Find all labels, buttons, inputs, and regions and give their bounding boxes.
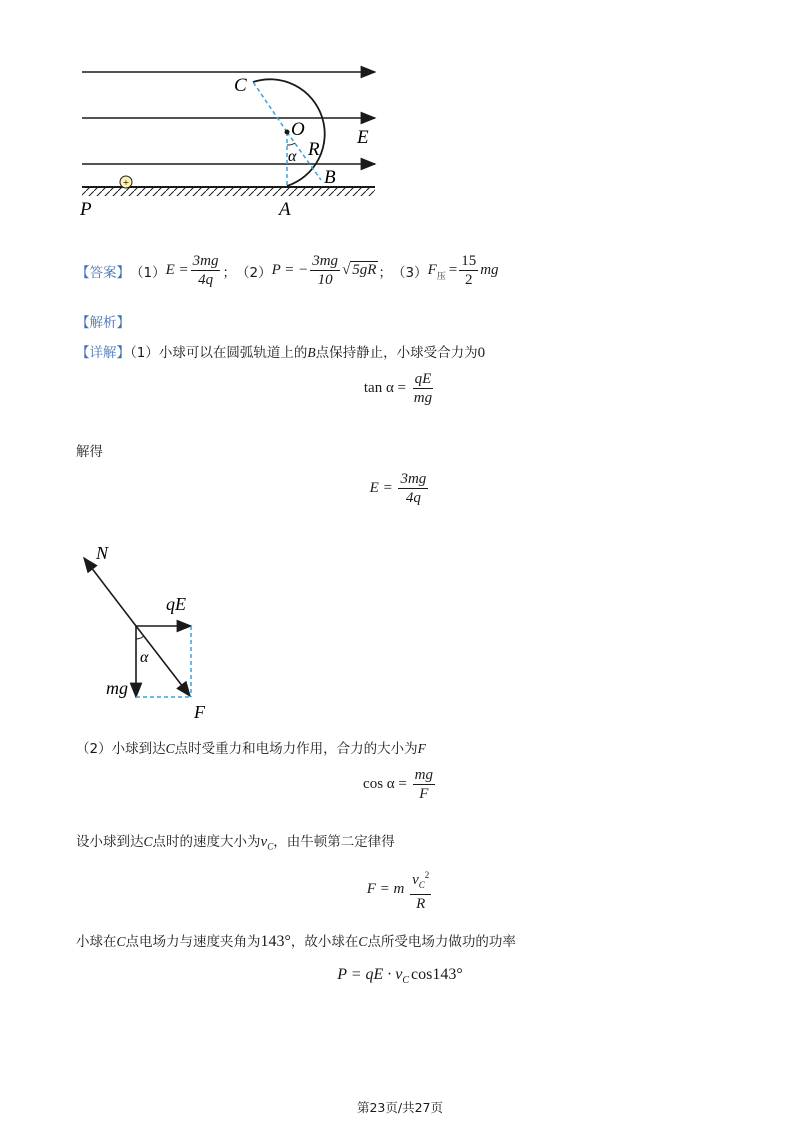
eq5-text: P = qE · v (337, 966, 403, 983)
force-N-arrow (84, 558, 136, 626)
answer-p1-denominator: 4q (198, 272, 214, 288)
eq5-tail: cos143° (411, 966, 463, 983)
velocity-v: v (260, 834, 268, 850)
eq5-sub: C (402, 975, 410, 987)
page-footer: 第23页/共27页 (356, 1100, 444, 1115)
detail-zero: 0 (477, 345, 486, 361)
label-mg: mg (106, 678, 128, 698)
detail-var-B: B (307, 345, 316, 360)
eq4-v-sup: 2 (424, 870, 430, 880)
velocity-text-b: 点时的速度大小为 (152, 834, 261, 850)
angle-var-C2: C (358, 934, 368, 949)
velocity-line (76, 830, 395, 852)
eq2-lhs: E = (369, 479, 393, 496)
ground-hatch (82, 188, 375, 196)
answer-p3-numerator: 15 (461, 253, 477, 269)
answer-p3-denominator: 2 (464, 272, 473, 288)
part2-var-C: C (165, 741, 175, 756)
angle-line (76, 930, 516, 951)
label-R: R (308, 139, 320, 160)
equation-cos (0, 766, 800, 803)
label-P: P (80, 199, 92, 220)
answer-p3-eq: = (448, 262, 458, 278)
answer-p2-num: （2） (235, 264, 272, 281)
eq2-numerator: 3mg (400, 471, 427, 487)
figure-track-diagram (70, 55, 400, 225)
answer-sep1: ； (222, 264, 236, 281)
answer-p1-num: （1） (130, 264, 166, 281)
label-O: O (291, 119, 305, 140)
answer-p2-lhs: P = − (271, 262, 309, 278)
detail-text-a: （1）小球可以在圆弧轨道上的 (130, 345, 308, 361)
velocity-v-sub: C (267, 841, 274, 852)
label-alpha: α (288, 148, 297, 165)
charge-symbol: + (122, 177, 130, 189)
label-E: E (357, 127, 369, 148)
eq4-v-sub: C (418, 880, 425, 890)
answer-p2-numerator: 3mg (312, 253, 339, 269)
label-F: F (194, 702, 205, 722)
eq3-lhs: cos α = (363, 775, 407, 792)
answer-p3-lhs: F (427, 262, 437, 278)
detail-tag: 【详解】 (76, 345, 130, 361)
equation-tan (0, 370, 800, 407)
eq4-denominator: R (416, 896, 426, 912)
part2-text-a: （2）小球到达 (76, 741, 166, 757)
angle-text-b: 点电场力与速度夹角为 (125, 934, 261, 950)
answer-p2-denominator: 10 (317, 272, 333, 288)
answer-tag: 【答案】 (76, 264, 130, 281)
answer-p3-sub: 压 (436, 272, 446, 282)
analysis-tag: 【解析】 (76, 315, 130, 331)
radius-OC (253, 82, 287, 132)
equation-power (0, 966, 800, 986)
label-N: N (96, 543, 109, 563)
answer-sep2: ； (378, 264, 392, 281)
jiede-text: 解得 (76, 444, 103, 460)
label-A: A (279, 199, 291, 220)
equation-newton (0, 866, 800, 913)
answer-p1-numerator: 3mg (192, 253, 219, 269)
detail-text-b: 点保持静止，小球受合力为 (315, 345, 478, 361)
eq3-numerator: mg (414, 767, 433, 783)
angle-value: 143° (260, 933, 291, 950)
velocity-var-C: C (143, 834, 153, 849)
answer-p3-rhs: mg (480, 262, 499, 278)
answer-p3-num: （3） (391, 264, 428, 281)
eq1-lhs: tan α = (363, 379, 407, 396)
velocity-text-a: 设小球到达 (76, 834, 144, 850)
part2-text-b: 点时受重力和电场力作用，合力的大小为 (174, 741, 418, 757)
angle-var-C1: C (116, 934, 126, 949)
angle-text-d: 点所受电场力做功的功率 (367, 934, 516, 950)
angle-arc (287, 143, 295, 145)
answer-line: 【答案】 （1） E = $\frac{3mg}{4q}$ ； （2） P = − $\frac{3mg}{10}$ √ 5gR ； （3） F $_压$ = $\frac{15}{2}$ mg (76, 253, 499, 288)
eq4-lhs: F = m (366, 880, 405, 897)
answer-p2-sqrt: 5gR (352, 262, 377, 278)
eq4-v: v (412, 872, 419, 888)
angle-text-c: ，故小球在 (290, 934, 359, 950)
center-point-O (285, 130, 290, 135)
answer-p1-lhs: E = (165, 262, 189, 278)
eq1-denominator: mg (413, 390, 433, 406)
equation-E (0, 470, 800, 507)
figure-force-diagram (70, 540, 250, 730)
angle-text-a: 小球在 (76, 934, 117, 950)
label-qE: qE (166, 594, 186, 614)
velocity-text-c: ，由牛顿第二定律得 (273, 834, 395, 850)
angle-arc-2 (136, 636, 144, 639)
part2-var-F: F (417, 741, 426, 756)
label-alpha-2: α (140, 649, 149, 666)
label-C: C (234, 75, 247, 96)
eq3-denominator: F (419, 786, 429, 802)
eq2-denominator: 4q (405, 490, 421, 506)
label-B: B (324, 167, 336, 188)
part2-line (76, 737, 426, 757)
eq1-numerator: qE (414, 371, 432, 387)
detail-line-1 (76, 341, 485, 362)
